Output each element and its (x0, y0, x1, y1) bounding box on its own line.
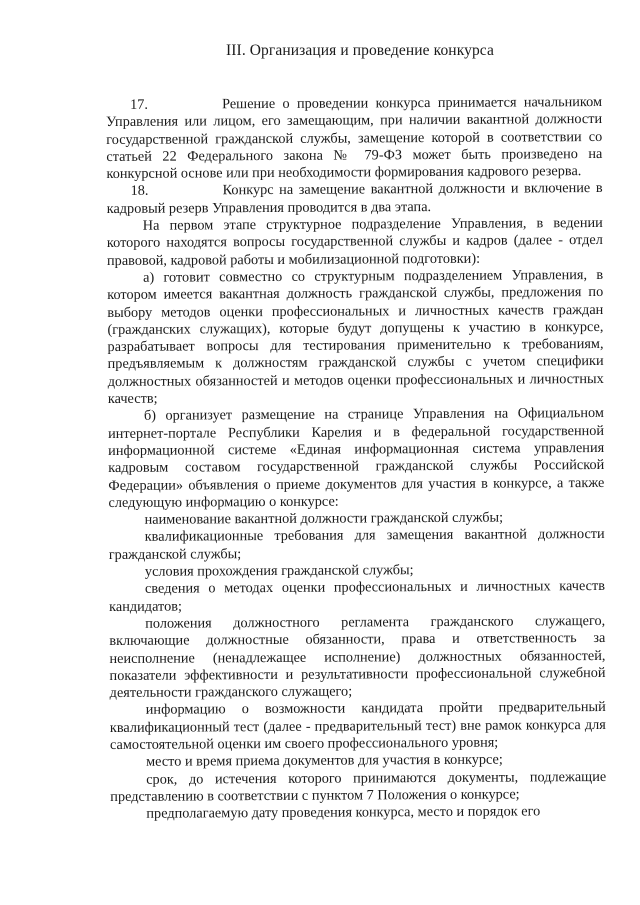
document-body (106, 94, 606, 823)
section-heading: III. Организация и проведение конкурса (226, 42, 494, 59)
paragraph-text: Решение о проведении конкурса принимается начальником Управления или лицом, его замещающим, при наличии вакантной должности государственной гражданской службы, замещение которой в соответствии со статьей 22 Федерального закона № 79-ФЗ может быть произведено на конкурсной основе или при необходимости формирования кадрового резерва. (106, 93, 603, 183)
paragraph-18 (107, 180, 603, 218)
list-item: условия прохождения гражданской службы; (144, 562, 414, 580)
list-item: наименование вакантной должности гражданской службы; (144, 509, 504, 528)
list-item: положения должностного регламента гражданского служащего, включающие должностные обязанности, права и ответственность за неисполнение (ненадлежащее исполнение) должностных обязанностей, показатели эффективности и результативности профессиональной служебной деятельности гражданского служащего; (109, 612, 606, 702)
paragraph-text: Конкурс на замещение вакантной должности и включение в кадровый резерв Управления проводится в два этапа. (106, 180, 603, 217)
list-item: сведения о методах оценки профессиональных и личностных качеств кандидатов; (109, 578, 606, 615)
paragraph-item-a: а) готовит совместно со структурным подразделением Управления, в котором имеется вакантная должность гражданской службы, предложения по выбору методов оценки профессиональных и личностных качеств граждан (гражданских служащих), которые будут допущены к участию в конкурсе, разрабатывает вопросы для тестирования применительно к требованиям, предъявляемым к должностям гражданской службы с учетом специфики должностных обязанностей и методов оценки профессиональных и личностных качеств; (107, 266, 604, 408)
paragraph-item-b: б) организует размещение на странице Управления на Официальном интернет-портале Республики Карелия и в федеральной государственной информационной системе «Единая информационная система управления кадровым составом государственной гражданской службы Российской Федерации» объявления о приеме документов для участия в конкурсе, а также следующую информацию о конкурсе: (108, 405, 605, 511)
list-item: место и время приема документов для участия в конкурсе; (146, 751, 503, 771)
list-item: срок, до истечения которого принимаются документы, подлежащие представлению в соответствии с пунктом 7 Положения о конкурсе; (110, 768, 607, 805)
list-item: предполагаемую дату проведения конкурса, место и порядок его (146, 803, 541, 822)
paragraph-number: 17. (129, 96, 148, 113)
list-item: квалификационные требования для замещения вакантной должности гражданской службы; (108, 526, 605, 563)
paragraph-first-stage: На первом этапе структурное подразделение Управления, в ведении которого находятся вопросы государственной службы и кадров (далее - отдел правовой, кадровой работы и мобилизационной подготовки): (106, 215, 603, 269)
paragraph-17 (106, 94, 603, 184)
paragraph-number: 18. (130, 183, 149, 200)
list-item: информацию о возможности кандидата пройти предварительный квалификационный тест (далее - предварительный тест) вне рамок конкурса для самостоятельной оценки им своего профессионального уровня; (109, 699, 606, 753)
